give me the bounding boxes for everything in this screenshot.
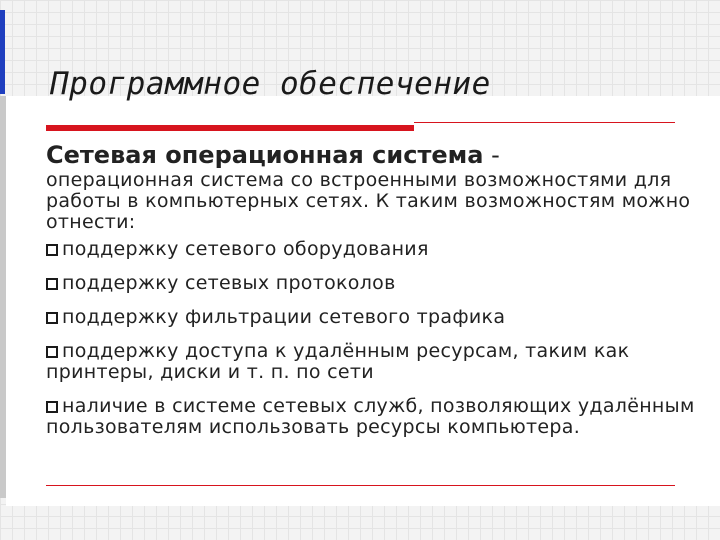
- term-dash: -: [483, 141, 500, 169]
- bottom-divider: [46, 485, 675, 486]
- hollow-square-icon: [46, 278, 58, 290]
- bullet-item: [46, 341, 706, 383]
- bullet-item: [46, 307, 706, 328]
- bullet-text: поддержку сетевого оборудования: [62, 238, 429, 260]
- term-heading: Сетевая операционная система: [46, 141, 484, 169]
- title-underline-thick: [46, 125, 414, 131]
- term-description: операционная система со встроенными возможностями для работы в компьютерных сетях. К таким возможностям можно отнести:: [46, 169, 691, 233]
- bullet-text: поддержку сетевых протоколов: [62, 272, 396, 294]
- hollow-square-icon: [46, 312, 58, 324]
- bullet-text: поддержку доступа к удалённым ресурсам, таким как принтеры, диски и т. п. по сети: [46, 340, 630, 383]
- bullet-item: [46, 239, 706, 260]
- slide-title: Программное обеспечение: [50, 66, 491, 102]
- bullet-text: наличие в системе сетевых служб, позволяющих удалённым пользователям использовать ресурсы компьютера.: [46, 395, 695, 438]
- bullet-item: [46, 273, 706, 294]
- hollow-square-icon: [46, 244, 58, 256]
- term-heading-line: [46, 140, 706, 170]
- hollow-square-icon: [46, 401, 58, 413]
- left-accent-stripe-gray: [0, 96, 6, 498]
- left-accent-stripe-blue: [0, 10, 5, 94]
- bullet-text: поддержку фильтрации сетевого трафика: [62, 306, 506, 328]
- title-underline-thin: [414, 122, 675, 123]
- slide-body: [46, 140, 706, 451]
- hollow-square-icon: [46, 346, 58, 358]
- bullet-item: [46, 396, 706, 438]
